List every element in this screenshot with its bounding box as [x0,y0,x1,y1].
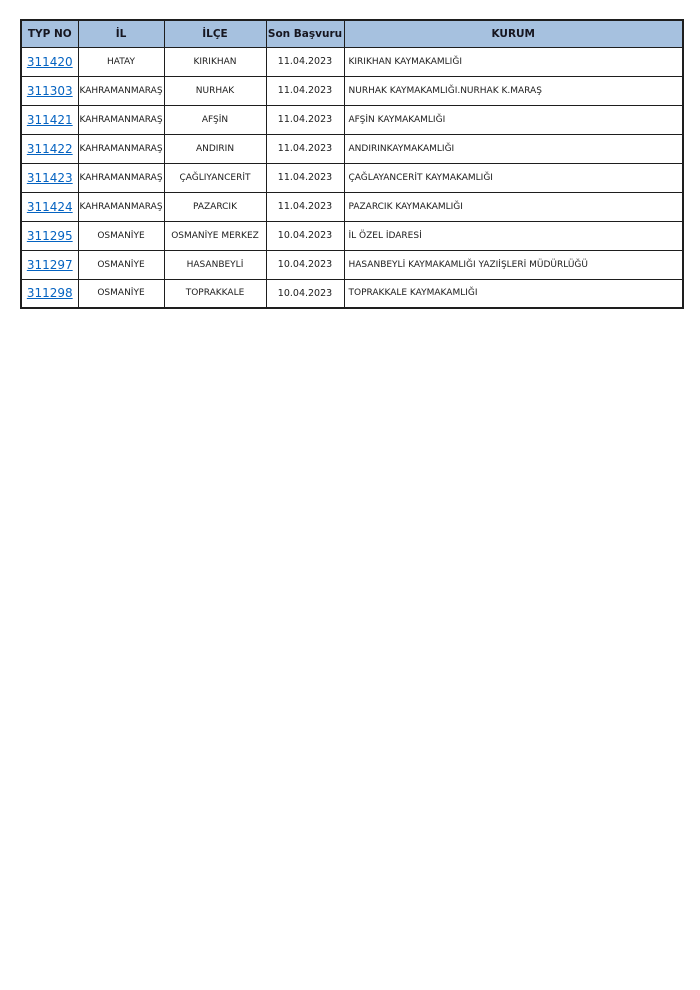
table-row [21,47,683,76]
kurum-cell: KIRIKHAN KAYMAKAMLIĞI [344,47,683,76]
typ-no-cell [21,250,78,279]
il-cell: KAHRAMANMARAŞ [78,134,164,163]
table-body [21,47,683,308]
ilce-cell: KIRIKHAN [164,47,266,76]
son-basvuru-cell: 11.04.2023 [266,192,344,221]
son-basvuru-cell: 11.04.2023 [266,76,344,105]
typ-no-cell [21,76,78,105]
typ-no-link[interactable]: 311298 [26,286,73,301]
kurum-cell: AFŞİN KAYMAKAMLIĞI [344,105,683,134]
column-header-typ-no: TYP NO [21,20,78,47]
typ-no-cell [21,105,78,134]
typ-no-link[interactable]: 311423 [26,170,73,185]
table-row [21,163,683,192]
column-header-ilce: İLÇE [164,20,266,47]
table-row [21,134,683,163]
typ-no-cell [21,221,78,250]
typ-no-cell [21,279,78,308]
typ-no-link[interactable]: 311424 [26,199,73,214]
il-cell: KAHRAMANMARAŞ [78,105,164,134]
ilce-cell: TOPRAKKALE [164,279,266,308]
typ-no-cell [21,134,78,163]
ilce-cell: AFŞİN [164,105,266,134]
typ-no-link[interactable]: 311421 [26,112,73,127]
il-cell: KAHRAMANMARAŞ [78,192,164,221]
typ-no-link[interactable]: 311420 [26,54,73,69]
typ-no-link[interactable]: 311422 [26,141,73,156]
column-header-il: İL [78,20,164,47]
ilce-cell: ANDIRIN [164,134,266,163]
kurum-cell: PAZARCIK KAYMAKAMLIĞI [344,192,683,221]
son-basvuru-cell: 10.04.2023 [266,279,344,308]
ilce-cell: PAZARCIK [164,192,266,221]
column-header-son-basvuru: Son Başvuru [266,20,344,47]
ilce-cell: OSMANİYE MERKEZ [164,221,266,250]
il-cell: OSMANİYE [78,279,164,308]
table-row [21,250,683,279]
table-row [21,192,683,221]
ilce-cell: ÇAĞLIYANCERİT [164,163,266,192]
son-basvuru-cell: 11.04.2023 [266,105,344,134]
son-basvuru-cell: 11.04.2023 [266,134,344,163]
son-basvuru-cell: 11.04.2023 [266,163,344,192]
column-header-kurum: KURUM [344,20,683,47]
ilce-cell: HASANBEYLİ [164,250,266,279]
header-row [21,20,683,47]
son-basvuru-cell: 11.04.2023 [266,47,344,76]
table-row [21,105,683,134]
kurum-cell: HASANBEYLİ KAYMAKAMLIĞI YAZIİŞLERİ MÜDÜRLÜĞÜ [344,250,683,279]
table-row [21,76,683,105]
typ-no-link[interactable]: 311297 [26,257,73,272]
il-cell: KAHRAMANMARAŞ [78,76,164,105]
kurum-cell: NURHAK KAYMAKAMLIĞI.NURHAK K.MARAŞ [344,76,683,105]
il-cell: OSMANİYE [78,221,164,250]
il-cell: HATAY [78,47,164,76]
typ-no-link[interactable]: 311303 [26,83,73,98]
ilce-cell: NURHAK [164,76,266,105]
kurum-cell: İL ÖZEL İDARESİ [344,221,683,250]
typ-no-cell [21,192,78,221]
typ-no-cell [21,163,78,192]
applications-table [20,19,684,309]
kurum-cell: ÇAĞLAYANCERİT KAYMAKAMLIĞI [344,163,683,192]
il-cell: OSMANİYE [78,250,164,279]
il-cell: KAHRAMANMARAŞ [78,163,164,192]
kurum-cell: TOPRAKKALE KAYMAKAMLIĞI [344,279,683,308]
table-header [21,20,683,47]
typ-no-link[interactable]: 311295 [26,228,73,243]
table-row [21,279,683,308]
table-row [21,221,683,250]
son-basvuru-cell: 10.04.2023 [266,250,344,279]
kurum-cell: ANDIRINKAYMAKAMLIĞI [344,134,683,163]
son-basvuru-cell: 10.04.2023 [266,221,344,250]
typ-no-cell [21,47,78,76]
